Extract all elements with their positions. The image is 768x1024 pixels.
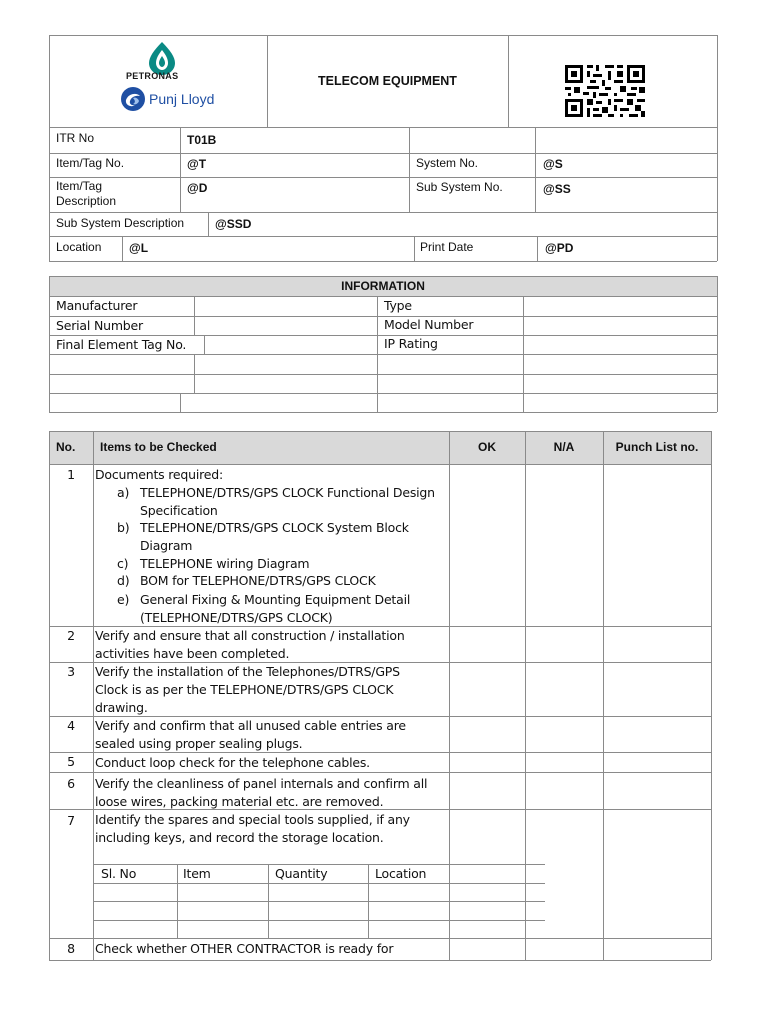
header-ok: OK [478,440,496,454]
row4-line1: Verify and confirm that all unused cable entries are [95,718,406,733]
punj-lloyd-logo-text: Punj Lloyd [149,91,215,107]
row3-line1: Verify the installation of the Telephones/DTRS/GPS [95,664,400,679]
row7-number: 7 [67,813,75,828]
row1-e-marker: e) [117,592,130,607]
spares-header-location: Location [375,866,427,881]
row1-a-line1: TELEPHONE/DTRS/GPS CLOCK Functional Design [140,485,435,500]
row4-line2: sealed using proper sealing plugs. [95,736,303,751]
row6-line1: Verify the cleanliness of panel internals and confirm all [95,776,428,791]
itr-label: ITR No [56,131,95,145]
location-value: @L [129,241,149,255]
header-items: Items to be Checked [100,440,217,454]
row3-line3: drawing. [95,700,148,715]
row1-line1: Documents required: [95,467,224,482]
tagdesc-label-line1: Item/Tag [56,179,103,193]
row2-line1: Verify and ensure that all construction / installation [95,628,405,643]
final-element-tag-label: Final Element Tag No. [56,337,187,352]
system-label: System No. [416,156,479,170]
tagdesc-value: @D [187,181,208,195]
punj-lloyd-logo-mark [120,86,146,112]
subsystem-value: @SS [543,182,571,196]
row1-a-line2: Specification [140,503,218,518]
row1-b-line2: Diagram [140,538,193,553]
row6-number: 6 [67,776,75,791]
row1-d-line1: BOM for TELEPHONE/DTRS/GPS CLOCK [140,573,376,588]
subsystem-label: Sub System No. [416,180,503,194]
row1-a-marker: a) [117,485,130,500]
row3-line2: Clock is as per the TELEPHONE/DTRS/GPS CLOCK [95,682,394,697]
row5-number: 5 [67,754,75,769]
petronas-logo-text: PETRONAS [126,71,179,81]
row7-line1: Identify the spares and special tools supplied, if any [95,812,410,827]
spares-header-slno: Sl. No [101,866,137,881]
subsysdesc-label: Sub System Description [56,216,185,230]
header-na: N/A [553,440,575,454]
spares-header-quantity: Quantity [275,866,328,881]
qr-code [565,65,645,117]
row8-line1: Check whether OTHER CONTRACTOR is ready for [95,941,394,956]
row1-e-line1: General Fixing & Mounting Equipment Detail [140,592,411,607]
row1-d-marker: d) [117,573,130,588]
row1-c-line1: TELEPHONE wiring Diagram [140,556,310,571]
subsysdesc-value: @SSD [215,217,252,231]
type-label: Type [384,298,412,313]
tag-value: @T [187,157,207,171]
printdate-label: Print Date [420,240,474,254]
row2-line2: activities have been completed. [95,646,290,661]
row1-e-line2: (TELEPHONE/DTRS/GPS CLOCK) [140,610,333,625]
row4-number: 4 [67,718,75,733]
ip-rating-label: IP Rating [384,336,438,351]
tag-label: Item/Tag No. [56,156,125,170]
spares-header-item: Item [183,866,211,881]
location-label: Location [56,240,102,254]
header-punch: Punch List no. [615,440,699,454]
row8-number: 8 [67,941,75,956]
serial-number-label: Serial Number [56,318,143,333]
document-title: TELECOM EQUIPMENT [318,74,457,88]
printdate-value: @PD [545,241,574,255]
row1-number: 1 [67,467,75,482]
tagdesc-label-line2: Description [56,194,117,208]
manufacturer-label: Manufacturer [56,298,138,313]
row6-line2: loose wires, packing material etc. are removed. [95,794,384,809]
information-title: INFORMATION [341,279,425,293]
row2-number: 2 [67,628,75,643]
header-no: No. [56,440,76,454]
row1-b-line1: TELEPHONE/DTRS/GPS CLOCK System Block [140,520,409,535]
row3-number: 3 [67,664,75,679]
row1-b-marker: b) [117,520,130,535]
row1-c-marker: c) [117,556,129,571]
system-value: @S [543,157,563,171]
model-number-label: Model Number [384,317,474,332]
row5-line1: Conduct loop check for the telephone cables. [95,755,370,770]
itr-value: T01B [187,133,217,147]
row7-line2: including keys, and record the storage location. [95,830,384,845]
